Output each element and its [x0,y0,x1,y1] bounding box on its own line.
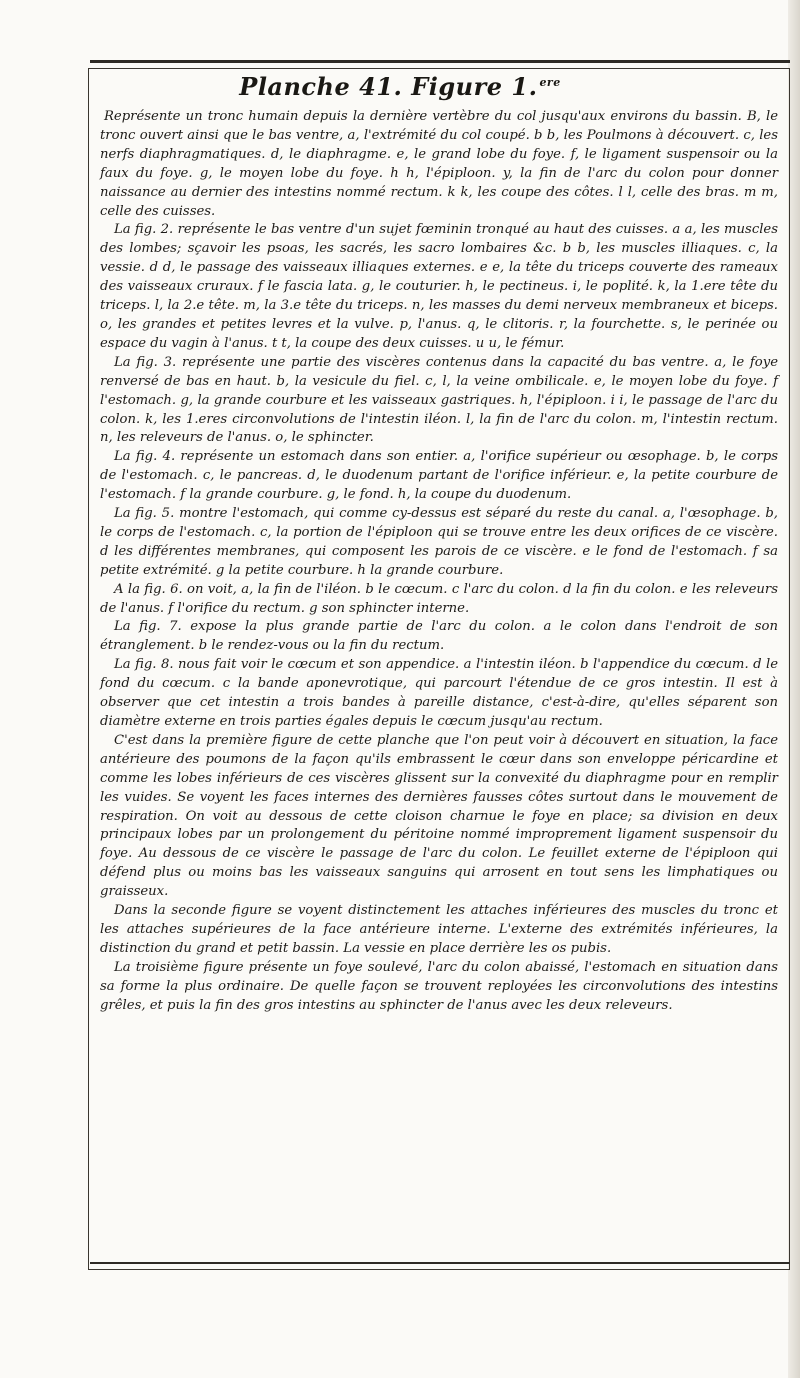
paragraph-figure-5: La fig. 5. montre l'estomach, qui comme cy-dessus est séparé du reste du canal. a, l'œsophage. b, le corps de l'estomach. c, la portion de l'épiploon qui se trouve entre les deux orifices de ce viscère. d les différentes membranes, qui composent les parois de ce viscère. e le fond de l'estomach. f sa petite extrémité. g la petite courbure. h la grande courbure. [100,506,778,578]
plate-title: Planche 41. Figure 1. $^{ere}$ [239,72,561,101]
paragraph-commentary-2: Dans la seconde figure se voyent distinctement les attaches inférieures des muscles du tronc et les attaches supérieures de la face antérieure interne. L'externe des extrémités inférieures, la distinction du grand et petit bassin. La vessie en place derrière les os pubis. [100,903,778,956]
paragraph-figure-2: La fig. 2. représente le bas ventre d'un sujet fœminin tronqué au haut des cuisses. a a, les muscles des lombes; sçavoir les psoas, les sacrés, les sacro lombaires &c. b b, les muscles illiaques. c, la vessie. d d, le passage des vaisseaux illiaques externes. e e, la tête du triceps couverte des rameaux des vaisseaux cruraux. f le fascia lata. g, le couturier. h, le pectineus. i, le poplité. k, la 1.ere tête du triceps. l, la 2.e tête. m, la 3.e tête du triceps. n, les masses du demi nerveux membraneux et biceps. o, les grandes et petites levres et la vulve. p, l'anus. q, le clitoris. r, la fourchette. s, le perinée ou espace du vagin à l'anus. t t, la coupe des deux cuisses. u u, le fémur. [100,222,778,351]
plate-title-superscript: ere [539,76,561,89]
bottom-rule [90,1262,790,1264]
top-rule [90,60,790,63]
paragraph-figure-7: La fig. 7. expose la plus grande partie de l'arc du colon. a le colon dans l'endroit de son étranglement. b le rendez-vous ou la fin du rectum. [100,619,778,654]
paragraph-figure-1: Représente un tronc humain depuis la dernière vertèbre du col jusqu'aux environs du bassin. B, le tronc ouvert ainsi que le bas ventre, a, l'extrémité du col coupé. b b, les Poulmons à découvert. c, les nerfs diaphragmatiques. d, le diaphragme. e, le grand lobe du foye. f, le ligament suspensoir ou la faux du foye. g, le moyen lobe du foye. h h, l'épiploon. y, la fin de l'arc du colon pour donner naissance au dernier des intestins nommé rectum. k k, les coupe des côtes. l l, celle des bras. m m, celle des cuisses. [100,109,778,219]
paragraph-commentary-1: C'est dans la première figure de cette planche que l'on peut voir à découvert en situation, la face antérieure des poumons de la façon qu'ils embrassent le cœur dans son enveloppe péricardine et comme les lobes inférieurs de ces viscères glissent sur la convexité du diaphragme pour en remplir les vuides. Se voyent les faces internes des dernières fausses côtes surtout dans le mouvement de respiration. On voit au dessous de cette cloison charnue le foye en place; sa division en deux principaux lobes par un prolongement du péritoine nommé improprement ligament suspensoir du foye. Au dessous de ce viscère le passage de l'arc du colon. Le feuillet externe de l'épiploon qui défend plus ou moins bas les vaisseaux sanguins qui arrosent en tout sens les limphatiques ou graisseux. [100,732,778,900]
paragraph-figure-3: La fig. 3. représente une partie des viscères contenus dans la capacité du bas ventre. a, le foye renversé de bas en haut. b, la vesicule du fiel. c, l, la veine ombilicale. e, le moyen lobe du foye. f l'estomach. g, la grande courbure et les vaisseaux gastriques. h, l'épiploon. i i, le passage de l'arc du colon. k, les 1.eres circonvolutions de l'intestin iléon. l, la fin de l'arc du colon. m, l'intestin rectum. n, les releveurs de l'anus. o, le sphincter. [100,354,778,446]
paragraph-figure-6: A la fig. 6. on voit, a, la fin de l'iléon. b le cœcum. c l'arc du colon. d la fin du colon. e les releveurs de l'anus. f l'orifice du rectum. g son sphincter interne. [100,581,778,616]
plate-description [100,108,778,1016]
paragraph-figure-8: La fig. 8. nous fait voir le cœcum et son appendice. a l'intestin iléon. b l'appendice du cœcum. d le fond du cœcum. c la bande aponevrotique, qui parcourt l'étendue de ce gros intestin. Il est à observer que cet intestin a trois bandes à pareille distance, c'est-à-dire, qu'elles séparent son diamètre externe en trois parties égales depuis le cœcum jusqu'au rectum. [100,657,778,729]
paragraph-figure-4: La fig. 4. représente un estomach dans son entier. a, l'orifice supérieur ou œsophage. b, le corps de l'estomach. c, le pancreas. d, le duodenum partant de l'orifice inférieur. e, la petite courbure de l'estomach. f la grande courbure. g, le fond. h, la coupe du duodenum. [100,449,778,503]
paragraph-commentary-3: La troisième figure présente un foye soulevé, l'arc du colon abaissé, l'estomach en situation dans sa forme la plus ordinaire. De quelle façon se trouvent reployées les circonvolutions des intestins grêles, et puis la fin des gros intestins au sphincter de l'anus avec les deux releveurs. [100,959,778,1013]
